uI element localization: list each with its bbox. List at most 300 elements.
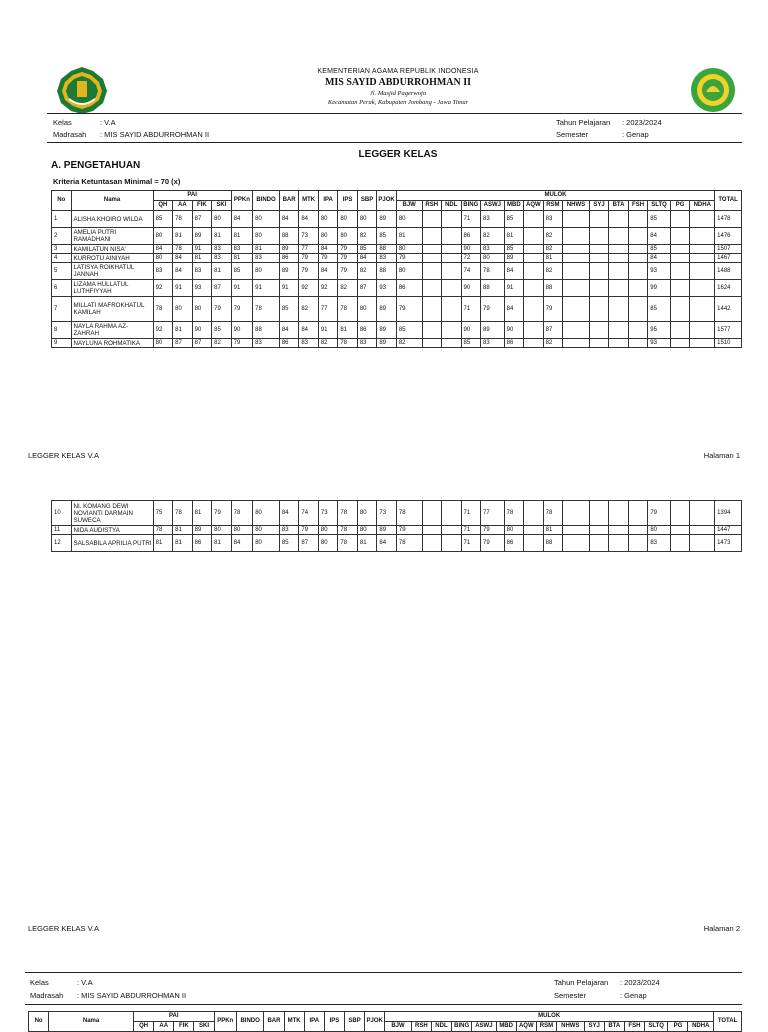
col-header-mulok-ndha: NDHA [690,201,715,211]
score-cell: 79 [396,297,422,322]
score-cell: 88 [279,228,299,245]
score-cell: 77 [299,245,319,254]
score-cell: 82 [338,280,358,297]
score-cell: 84 [173,254,193,263]
score-cell: 85 [212,322,232,339]
score-cell: 81 [173,526,193,535]
score-cell [609,280,629,297]
col-header-ppkn: PPKn [231,191,253,211]
row-no: 3 [52,245,72,254]
score-cell: 79 [543,297,563,322]
col-header-pai-ski: SKI [212,201,232,211]
score-cell [524,245,544,254]
score-cell: 80 [153,254,173,263]
semester-value: : Genap [622,130,649,139]
score-cell: 87 [192,339,212,348]
score-cell [442,297,462,322]
score-cell [442,263,462,280]
score-cell: 79 [318,254,338,263]
total-cell: 1467 [715,254,742,263]
score-cell [670,245,690,254]
score-cell [690,254,715,263]
page3-kelas-value: : V.A [77,978,93,987]
score-cell: 78 [338,297,358,322]
score-cell [589,339,609,348]
score-cell: 80 [253,535,280,552]
table-row [52,535,742,552]
col-header-sbp: SBP [344,1012,364,1032]
col-header-mulok: MULOK [385,1012,714,1022]
score-cell: 78 [396,501,422,526]
score-cell: 81 [253,245,280,254]
score-cell: 91 [504,280,524,297]
score-cell: 86 [192,535,212,552]
score-cell: 86 [504,339,524,348]
score-cell: 81 [192,501,212,526]
student-name: LIZAMA HULLATUL LUTHFIYYAH [71,280,153,297]
score-cell: 85 [231,263,253,280]
score-cell [628,535,648,552]
score-cell: 90 [192,322,212,339]
score-cell: 80 [212,526,232,535]
school-name: MIS SAYID ABDURROHMAN II [324,77,472,88]
score-cell [524,280,544,297]
col-header-mulok-fsh: FSH [624,1022,644,1032]
score-cell [563,297,590,322]
score-cell [670,339,690,348]
score-cell: 80 [357,297,377,322]
col-header-mulok-pg: PG [668,1022,688,1032]
score-cell: 83 [153,263,173,280]
score-cell [422,245,442,254]
score-cell [563,526,590,535]
col-header-mulok-ndl: NDL [442,201,462,211]
score-cell [628,501,648,526]
footer-left-page2: LEGGER KELAS V.A [28,924,100,933]
score-cell: 79 [338,263,358,280]
col-header-pai-qh: QH [153,201,173,211]
score-cell: 78 [396,535,422,552]
score-cell: 86 [461,228,481,245]
score-cell: 82 [299,297,319,322]
col-header-mulok-bjw: BJW [385,1022,412,1032]
score-cell: 88 [543,535,563,552]
score-cell: 81 [504,228,524,245]
tahun-value: : 2023/2024 [622,118,662,127]
score-cell [524,535,544,552]
score-cell: 81 [212,535,232,552]
table-row [52,263,742,280]
score-cell: 81 [231,254,253,263]
score-cell: 85 [153,211,173,228]
score-cell: 80 [318,211,338,228]
score-cell: 86 [357,322,377,339]
total-cell: 1488 [715,263,742,280]
semester-label: Semester [556,130,589,139]
col-header-bar: BAR [279,191,299,211]
score-cell: 92 [153,322,173,339]
info-rule [47,142,742,143]
score-cell [670,254,690,263]
score-cell: 86 [504,535,524,552]
school-street: Jl. Masjid Pagerwojo [369,90,427,97]
score-cell [524,254,544,263]
row-no: 2 [52,228,72,245]
score-cell: 71 [461,526,481,535]
col-header-mulok-mbd: MBD [504,201,524,211]
col-header-mulok-syj: SYJ [589,201,609,211]
score-cell: 83 [231,245,253,254]
col-header-ips: IPS [324,1012,344,1032]
score-cell [609,339,629,348]
score-cell [690,322,715,339]
score-cell: 80 [357,501,377,526]
score-cell: 78 [338,501,358,526]
score-cell: 80 [357,526,377,535]
score-cell [589,228,609,245]
col-header-ipa: IPA [318,191,338,211]
page3-madrasah-label: Madrasah [30,991,64,1000]
student-name: AMELIA PUTRI RAMADHANI [71,228,153,245]
score-cell: 84 [279,322,299,339]
score-cell: 82 [396,339,422,348]
score-cell: 80 [396,245,422,254]
score-cell [609,228,629,245]
footer-right-page1: Halaman 1 [703,451,740,460]
score-cell: 79 [299,254,319,263]
row-no: 1 [52,211,72,228]
score-cell [628,228,648,245]
score-cell: 81 [153,535,173,552]
score-cell: 74 [461,263,481,280]
score-cell: 85 [279,297,299,322]
score-cell: 90 [461,280,481,297]
col-header-mtk: MTK [284,1012,304,1032]
col-header-mulok-nhws: NHWS [563,201,590,211]
score-cell: 85 [396,322,422,339]
score-cell: 83 [212,254,232,263]
ministry-name: KEMENTERIAN AGAMA REPUBLIK INDONESIA [317,68,479,75]
score-cell: 78 [173,245,193,254]
score-cell: 71 [461,211,481,228]
col-header-mulok-bta: BTA [604,1022,624,1032]
score-cell: 81 [173,228,193,245]
score-cell: 91 [253,280,280,297]
total-cell: 1447 [715,526,742,535]
score-cell: 87 [173,339,193,348]
score-cell [628,526,648,535]
score-cell: 87 [192,211,212,228]
score-cell [609,263,629,280]
student-name: MILLATI MAFROKHATUL KAMILAH [71,297,153,322]
col-header-mulok-syj: SYJ [584,1022,604,1032]
school-district: Kecamatan Perak, Kabupaten Jombang - Jawa Timur [327,99,469,106]
score-cell [563,254,590,263]
score-cell: 78 [338,339,358,348]
score-cell [524,501,544,526]
score-cell: 89 [377,297,397,322]
score-cell [690,339,715,348]
score-cell: 79 [299,263,319,280]
score-cell [690,245,715,254]
score-cell [690,280,715,297]
score-cell: 84 [153,245,173,254]
col-header-ips: IPS [338,191,358,211]
col-header-no: No [29,1012,49,1032]
score-cell: 84 [357,254,377,263]
score-cell: 80 [253,263,280,280]
col-header-mulok-aswj: ASWJ [472,1022,496,1032]
score-cell [609,297,629,322]
score-cell: 93 [377,280,397,297]
madrasah-logo [688,66,738,114]
score-cell: 83 [192,263,212,280]
score-cell: 73 [377,501,397,526]
col-header-bindo: BINDO [253,191,280,211]
score-cell [609,526,629,535]
score-cell: 93 [648,339,671,348]
score-cell: 84 [318,263,338,280]
score-cell [670,297,690,322]
student-name: ALISHA KHOIRO WILDA [71,211,153,228]
score-cell: 93 [648,263,671,280]
score-cell [589,211,609,228]
col-header-mulok-bing: BING [452,1022,472,1032]
score-cell: 85 [504,245,524,254]
student-name: LATISYA ROIKHATUL JANNAH [71,263,153,280]
score-cell [422,263,442,280]
score-cell: 84 [648,254,671,263]
score-cell [563,501,590,526]
score-cell [422,297,442,322]
score-cell: 81 [173,322,193,339]
kkm-note: Kriteria Ketuntasan Minimal = 70 (x) [53,177,181,186]
score-cell: 99 [648,280,671,297]
col-header-mulok-pg: PG [670,201,690,211]
col-header-mulok-rsm: RSM [543,201,563,211]
score-cell [442,322,462,339]
score-cell [422,535,442,552]
score-cell [563,322,590,339]
score-cell [563,339,590,348]
score-cell: 86 [279,254,299,263]
score-cell: 89 [481,322,505,339]
score-cell: 82 [543,245,563,254]
score-cell [524,297,544,322]
score-cell [628,211,648,228]
score-cell [442,339,462,348]
row-no: 10 [52,501,72,526]
score-cell: 80 [338,228,358,245]
col-header-mulok-fsh: FSH [628,201,648,211]
kelas-value: : V.A [100,118,116,127]
col-header-pai-qh: QH [134,1022,154,1032]
score-cell: 79 [299,526,319,535]
score-cell [524,228,544,245]
score-cell: 79 [396,254,422,263]
col-header-mulok: MULOK [396,191,714,201]
score-cell [628,280,648,297]
col-header-mulok-bing: BING [461,201,481,211]
col-header-no: No [52,191,72,211]
score-cell: 78 [153,297,173,322]
score-cell: 87 [212,280,232,297]
score-cell: 89 [377,322,397,339]
score-cell [422,211,442,228]
score-cell [422,228,442,245]
col-header-pai-fik: FIK [192,201,212,211]
score-cell: 78 [481,263,505,280]
score-cell: 80 [318,535,338,552]
col-header-pai-ski: SKI [194,1022,214,1032]
score-cell: 81 [543,526,563,535]
score-cell [589,535,609,552]
score-cell: 78 [504,501,524,526]
student-name: NAYLA RAHMA AZ-ZAHRAH [71,322,153,339]
tahun-label: Tahun Pelajaran [556,118,611,127]
legger-table-page1 [51,190,742,348]
col-header-mtk: MTK [299,191,319,211]
score-cell: 81 [338,322,358,339]
score-cell [628,339,648,348]
score-cell: 84 [299,322,319,339]
score-cell: 88 [377,245,397,254]
col-header-pai: PAI [134,1012,215,1022]
score-cell [690,263,715,280]
col-header-mulok-rsm: RSM [536,1022,556,1032]
student-name: NIDA AUDISTYA [71,526,153,535]
score-cell [422,501,442,526]
col-header-ppkn: PPKn [214,1012,236,1032]
score-cell: 78 [173,211,193,228]
score-cell [670,263,690,280]
score-cell: 86 [279,339,299,348]
score-cell [609,501,629,526]
score-cell: 89 [504,254,524,263]
score-cell: 79 [338,254,358,263]
score-cell: 84 [231,535,253,552]
score-cell: 85 [648,245,671,254]
total-cell: 1624 [715,280,742,297]
student-name: NI. KOMANG DEWI NOVIANTI DARMAIN SUWECA [71,501,153,526]
score-cell [670,526,690,535]
score-cell [442,228,462,245]
score-cell [563,228,590,245]
col-header-pjok: PJOK [377,191,397,211]
row-no: 8 [52,322,72,339]
total-cell: 1476 [715,228,742,245]
score-cell: 90 [504,322,524,339]
col-header-mulok-bjw: BJW [396,201,422,211]
table-row [52,322,742,339]
score-cell: 77 [481,501,505,526]
score-cell [670,211,690,228]
col-header-mulok-aswj: ASWJ [481,201,505,211]
score-cell: 84 [231,211,253,228]
col-header-mulok-sltq: SLTQ [648,201,671,211]
table-row [52,211,742,228]
score-cell: 80 [318,526,338,535]
score-cell: 85 [461,339,481,348]
row-no: 5 [52,263,72,280]
score-cell [589,322,609,339]
score-cell: 83 [481,211,505,228]
page3-kelas-label: Kelas [30,978,49,987]
score-cell: 80 [253,228,280,245]
score-cell: 91 [318,322,338,339]
score-cell: 80 [396,211,422,228]
score-cell: 84 [504,263,524,280]
score-cell: 85 [504,211,524,228]
score-cell [609,322,629,339]
col-header-total: TOTAL [715,191,742,211]
score-cell: 80 [153,339,173,348]
score-cell: 95 [648,322,671,339]
score-cell: 72 [461,254,481,263]
score-cell: 80 [253,211,280,228]
score-cell: 83 [377,254,397,263]
score-cell: 71 [461,501,481,526]
student-name: NAYLUNA ROHMATIKA [71,339,153,348]
madrasah-value: : MIS SAYID ABDURROHMAN II [100,130,210,139]
total-cell: 1394 [715,501,742,526]
score-cell: 90 [461,322,481,339]
col-header-mulok-aqw: AQW [524,201,544,211]
score-cell: 73 [318,501,338,526]
row-no: 7 [52,297,72,322]
score-cell: 83 [212,245,232,254]
score-cell [589,254,609,263]
score-cell: 82 [212,339,232,348]
score-cell: 79 [231,297,253,322]
score-cell: 82 [481,228,505,245]
total-cell: 1507 [715,245,742,254]
score-cell: 90 [461,245,481,254]
score-cell: 83 [299,339,319,348]
total-cell: 1473 [715,535,742,552]
col-header-mulok-rsh: RSH [422,201,442,211]
score-cell: 85 [377,228,397,245]
score-cell: 83 [357,339,377,348]
student-name: KAMILATUN NISA' [71,245,153,254]
score-cell: 81 [231,228,253,245]
score-cell [690,211,715,228]
score-cell: 89 [279,245,299,254]
score-cell [690,526,715,535]
col-header-mulok-mbd: MBD [496,1022,516,1032]
score-cell: 81 [212,228,232,245]
score-cell: 85 [648,297,671,322]
col-header-nama: Nama [49,1012,134,1032]
score-cell [670,228,690,245]
col-header-ipa: IPA [304,1012,324,1032]
score-cell: 81 [543,254,563,263]
score-cell [442,535,462,552]
score-cell: 89 [192,228,212,245]
score-cell [628,297,648,322]
score-cell [563,245,590,254]
score-cell [690,501,715,526]
score-cell [670,535,690,552]
score-cell [670,322,690,339]
col-header-pai-fik: FIK [174,1022,194,1032]
score-cell [442,211,462,228]
score-cell: 81 [173,535,193,552]
score-cell: 85 [648,211,671,228]
page3-semester-value: : Genap [620,991,647,1000]
score-cell [589,501,609,526]
table-row [52,228,742,245]
